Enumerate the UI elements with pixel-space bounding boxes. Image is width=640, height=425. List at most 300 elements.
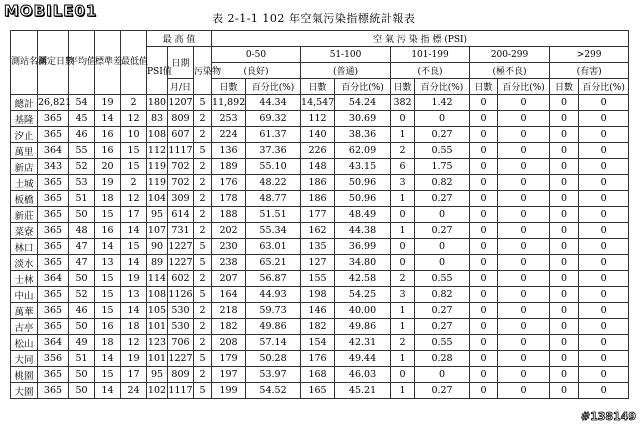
table-cell: 0 [415,111,470,127]
table-cell: 42.31 [335,335,391,351]
table-cell: 0 [391,207,415,223]
table-cell: 108 [147,287,168,303]
table-cell: 50.28 [246,351,301,367]
table-cell: 253 [212,111,246,127]
table-cell: 0 [550,159,579,175]
table-cell: 0 [550,239,579,255]
table-cell: 0.55 [415,271,470,287]
station-name-cell: 松山 [11,335,38,351]
table-cell: 164 [212,287,246,303]
table-cell: 365 [38,319,69,335]
table-cell: 602 [168,271,194,287]
table-cell: 15 [95,367,121,383]
table-cell: 119 [147,175,168,191]
header-range-1: 51-100 [301,47,391,63]
table-cell: 202 [212,223,246,239]
table-cell: 702 [168,175,194,191]
table-cell: 0 [550,207,579,223]
table-cell: 20 [95,159,121,175]
table-cell: 51 [69,191,95,207]
table-cell: 365 [38,191,69,207]
table-cell: 0 [550,127,579,143]
table-cell: 0 [415,239,470,255]
header-sub-days: 日數 [391,79,415,95]
table-cell: 365 [38,367,69,383]
table-cell: 0.27 [415,223,470,239]
table-cell: 198 [301,287,335,303]
table-cell: 162 [301,223,335,239]
table-cell: 45.21 [335,383,391,399]
header-date: 日期 [168,47,194,79]
table-cell: 1 [391,303,415,319]
table-cell: 0 [550,351,579,367]
table-cell: 5 [194,287,212,303]
table-cell: 46 [69,127,95,143]
table-cell: 0 [498,335,550,351]
table-cell: 30.69 [335,111,391,127]
table-cell: 0 [550,319,579,335]
table-cell: 95 [147,207,168,223]
table-cell: 52 [69,159,95,175]
header-days: 測定日數 [38,31,69,95]
table-cell: 15 [95,271,121,287]
station-name-cell: 汐止 [11,127,38,143]
table-cell: 19 [95,175,121,191]
header-pollutant: 污染物 [194,47,212,95]
table-cell: 34.80 [335,255,391,271]
table-cell: 1.42 [415,95,470,111]
table-cell: 3 [391,287,415,303]
table-cell: 168 [301,367,335,383]
table-cell: 182 [212,319,246,335]
mobile01-logo: MOBILE01 [4,2,98,20]
table-cell: 0 [550,303,579,319]
station-name-cell: 古亭 [11,319,38,335]
table-cell: 62.09 [335,143,391,159]
header-quality-0: (良好) [212,63,301,79]
table-cell: 11,892 [212,95,246,111]
table-cell: 24 [121,383,147,399]
table-cell: 14 [95,383,121,399]
table-cell: 1 [391,191,415,207]
header-sub-pct: 百分比(%) [415,79,470,95]
table-cell: 45 [69,111,95,127]
table-cell: 197 [212,367,246,383]
table-cell: 0 [498,191,550,207]
table-cell: 1207 [168,95,194,111]
table-cell: 0 [470,159,498,175]
table-cell: 5 [194,239,212,255]
table-row [11,271,629,287]
table-cell: 0 [550,95,579,111]
table-cell: 0 [550,191,579,207]
table-cell: 0 [498,143,550,159]
table-cell: 0 [498,255,550,271]
table-cell: 59.73 [246,303,301,319]
table-cell: 0 [579,223,629,239]
header-std: 標準差 [95,31,121,95]
table-cell: 50 [69,271,95,287]
header-index-group: 空 氣 污 染 指 標 (PSI) [212,31,629,47]
table-cell: 55.34 [246,223,301,239]
table-cell: 105 [147,303,168,319]
table-cell: 0 [579,303,629,319]
header-max-group: 最 高 值 [147,31,212,47]
table-row [11,127,629,143]
table-cell: 0.82 [415,175,470,191]
table-cell: 0 [470,303,498,319]
table-row [11,143,629,159]
table-cell: 12 [121,335,147,351]
table-cell: 1 [391,383,415,399]
table-cell: 0 [470,207,498,223]
table-cell: 12 [121,111,147,127]
table-cell: 0 [579,351,629,367]
table-cell: 2 [194,223,212,239]
table-cell: 51 [69,351,95,367]
table-cell: 43.15 [335,159,391,175]
table-cell: 0.27 [415,127,470,143]
table-cell: 0 [391,111,415,127]
table-cell: 0 [579,255,629,271]
table-cell: 1126 [168,287,194,303]
table-cell: 0.55 [415,143,470,159]
table-cell: 238 [212,255,246,271]
table-cell: 178 [212,191,246,207]
table-cell: 1 [391,223,415,239]
table-cell: 148 [301,159,335,175]
table-cell: 0 [498,159,550,175]
table-cell: 119 [147,159,168,175]
table-cell: 0 [550,143,579,159]
table-cell: 17 [121,367,147,383]
table-cell: 2 [194,111,212,127]
table-row [11,191,629,207]
table-row [11,255,629,271]
table-cell: 1227 [168,255,194,271]
table-row [11,319,629,335]
table-cell: 102 [147,383,168,399]
table-cell: 0 [579,335,629,351]
table-cell: 309 [168,191,194,207]
table-cell: 364 [38,143,69,159]
table-cell: 53 [69,175,95,191]
table-cell: 65.21 [246,255,301,271]
table-cell: 0 [579,143,629,159]
table-cell: 0 [498,127,550,143]
table-cell: 136 [212,143,246,159]
table-cell: 356 [38,351,69,367]
table-cell: 0 [470,271,498,287]
table-cell: 38.36 [335,127,391,143]
header-range-0: 0-50 [212,47,301,63]
table-cell: 0 [470,239,498,255]
table-cell: 0 [579,383,629,399]
table-cell: 16 [95,143,121,159]
table-cell: 179 [212,351,246,367]
table-cell: 0 [550,175,579,191]
table-cell: 107 [147,223,168,239]
table-cell: 2 [194,271,212,287]
table-cell: 1227 [168,239,194,255]
header-quality-2: (不良) [391,63,470,79]
station-name-cell: 萬里 [11,143,38,159]
watermark: #138149 [580,410,636,423]
table-cell: 17 [121,207,147,223]
table-cell: 1 [391,351,415,367]
table-cell: 809 [168,367,194,383]
table-cell: 0 [391,239,415,255]
table-cell: 19 [121,351,147,367]
table-cell: 0 [498,239,550,255]
header-quality-3: (極不良) [470,63,550,79]
table-cell: 702 [168,159,194,175]
table-cell: 37.36 [246,143,301,159]
table-row [11,223,629,239]
table-cell: 0 [498,95,550,111]
table-cell: 0 [498,303,550,319]
table-cell: 218 [212,303,246,319]
table-cell: 5 [194,351,212,367]
header-sub-days: 日數 [470,79,498,95]
table-cell: 365 [38,223,69,239]
table-cell: 16 [95,319,121,335]
table-cell: 2 [194,175,212,191]
table-cell: 50 [69,367,95,383]
table-row [11,383,629,399]
table-cell: 0 [498,175,550,191]
table-cell: 365 [38,207,69,223]
table-cell: 0 [579,319,629,335]
table-cell: 365 [38,127,69,143]
table-cell: 51.51 [246,207,301,223]
station-name-cell: 大園 [11,383,38,399]
table-cell: 365 [38,255,69,271]
header-range-3: 200-299 [470,47,550,63]
table-cell: 188 [212,207,246,223]
table-cell: 382 [391,95,415,111]
table-cell: 50 [69,383,95,399]
table-cell: 0 [498,287,550,303]
table-cell: 16 [95,127,121,143]
table-cell: 15 [95,303,121,319]
table-cell: 0 [498,383,550,399]
table-cell: 83 [147,111,168,127]
table-cell: 530 [168,319,194,335]
table-cell: 49 [69,335,95,351]
table-cell: 1117 [168,383,194,399]
table-cell: 0 [550,255,579,271]
station-name-cell: 新莊 [11,207,38,223]
table-cell: 15 [121,239,147,255]
table-cell: 101 [147,351,168,367]
table-cell: 52 [69,287,95,303]
psi-statistics-table [10,30,629,399]
table-cell: 55.10 [246,159,301,175]
station-name-cell: 總計 [11,95,38,111]
table-cell: 0 [498,223,550,239]
table-cell: 14 [95,239,121,255]
table-cell: 14 [121,255,147,271]
table-row [11,207,629,223]
table-cell: 0 [415,367,470,383]
table-cell: 140 [301,127,335,143]
table-cell: 208 [212,335,246,351]
table-cell: 0 [470,335,498,351]
table-cell: 2 [391,335,415,351]
table-cell: 365 [38,287,69,303]
table-cell: 0 [498,111,550,127]
table-cell: 101 [147,319,168,335]
table-cell: 0.27 [415,383,470,399]
table-cell: 224 [212,127,246,143]
table-cell: 706 [168,335,194,351]
table-cell: 40.00 [335,303,391,319]
table-cell: 0.27 [415,191,470,207]
table-cell: 47 [69,239,95,255]
table-cell: 230 [212,239,246,255]
station-name-cell: 中山 [11,287,38,303]
table-cell: 112 [147,143,168,159]
table-row [11,159,629,175]
table-row [11,239,629,255]
table-row [11,367,629,383]
table-cell: 530 [168,303,194,319]
table-cell: 1 [391,319,415,335]
table-cell: 186 [301,175,335,191]
table-cell: 61.37 [246,127,301,143]
table-body [11,95,629,399]
table-row [11,175,629,191]
table-cell: 19 [95,95,121,111]
table-cell: 50 [69,207,95,223]
table-cell: 15 [121,143,147,159]
table-cell: 54.52 [246,383,301,399]
table-cell: 2 [194,191,212,207]
table-row [11,335,629,351]
header-sub-pct: 百分比(%) [246,79,301,95]
table-cell: 44.38 [335,223,391,239]
table-cell: 365 [38,383,69,399]
table-cell: 1 [391,127,415,143]
table-cell: 0 [415,255,470,271]
header-sub-pct: 百分比(%) [498,79,550,95]
table-cell: 155 [301,271,335,287]
table-cell: 614 [168,207,194,223]
table-row [11,303,629,319]
table-cell: 18 [95,335,121,351]
table-cell: 0 [550,223,579,239]
header-psi-value: PSI值 [147,47,168,95]
table-cell: 18 [121,319,147,335]
table-cell: 154 [301,335,335,351]
table-cell: 2 [194,207,212,223]
table-cell: 364 [38,335,69,351]
table-cell: 0 [470,111,498,127]
table-cell: 0 [579,111,629,127]
header-sub-pct: 百分比(%) [579,79,629,95]
table-cell: 47 [69,255,95,271]
table-cell: 49.86 [335,319,391,335]
table-cell: 13 [95,255,121,271]
table-cell: 48.49 [335,207,391,223]
table-cell: 50 [69,319,95,335]
station-name-cell: 土城 [11,175,38,191]
table-title: 表 2-1-1 102 年空氣污染指標統計報表 [212,12,416,25]
table-cell: 0 [498,351,550,367]
table-cell: 2 [121,95,147,111]
table-cell: 0 [470,95,498,111]
header-sub-days: 日數 [301,79,335,95]
table-cell: 108 [147,127,168,143]
table-cell: 95 [147,367,168,383]
table-cell: 2 [194,127,212,143]
table-cell: 36.99 [335,239,391,255]
table-cell: 182 [301,319,335,335]
table-cell: 0 [579,207,629,223]
table-cell: 0 [470,223,498,239]
table-cell: 0 [470,367,498,383]
table-cell: 0 [498,367,550,383]
table-cell: 42.58 [335,271,391,287]
table-cell: 1.75 [415,159,470,175]
table-cell: 5 [194,255,212,271]
table-cell: 53.97 [246,367,301,383]
table-cell: 0.27 [415,303,470,319]
table-cell: 49.44 [335,351,391,367]
table-cell: 10 [121,127,147,143]
table-cell: 0 [470,127,498,143]
table-row [11,351,629,367]
table-cell: 0 [470,351,498,367]
table-row [11,95,629,111]
table-cell: 0 [579,239,629,255]
table-cell: 199 [212,383,246,399]
table-cell: 46.03 [335,367,391,383]
table-cell: 207 [212,271,246,287]
station-name-cell: 大同 [11,351,38,367]
table-cell: 0 [550,383,579,399]
table-cell: 69.32 [246,111,301,127]
table-cell: 0 [470,255,498,271]
table-cell: 0.82 [415,287,470,303]
table-cell: 0 [550,335,579,351]
station-name-cell: 新店 [11,159,38,175]
table-cell: 2 [391,271,415,287]
header-quality-1: (普通) [301,63,391,79]
header-quality-4: (有害) [550,63,629,79]
table-cell: 2 [121,175,147,191]
header-sub-days: 日數 [550,79,579,95]
table-cell: 44.34 [246,95,301,111]
table-cell: 14 [95,351,121,367]
station-name-cell: 萬華 [11,303,38,319]
header-min: 最低值 [121,31,147,95]
table-cell: 0 [579,287,629,303]
table-cell: 13 [121,287,147,303]
station-name-cell: 菜寮 [11,223,38,239]
table-cell: 14,547 [301,95,335,111]
table-cell: 0 [470,319,498,335]
table-cell: 56.87 [246,271,301,287]
table-cell: 0 [579,159,629,175]
table-cell: 14 [121,223,147,239]
table-cell: 0 [415,207,470,223]
table-cell: 89 [147,255,168,271]
table-cell: 1227 [168,351,194,367]
table-cell: 6 [391,159,415,175]
table-cell: 0.27 [415,319,470,335]
